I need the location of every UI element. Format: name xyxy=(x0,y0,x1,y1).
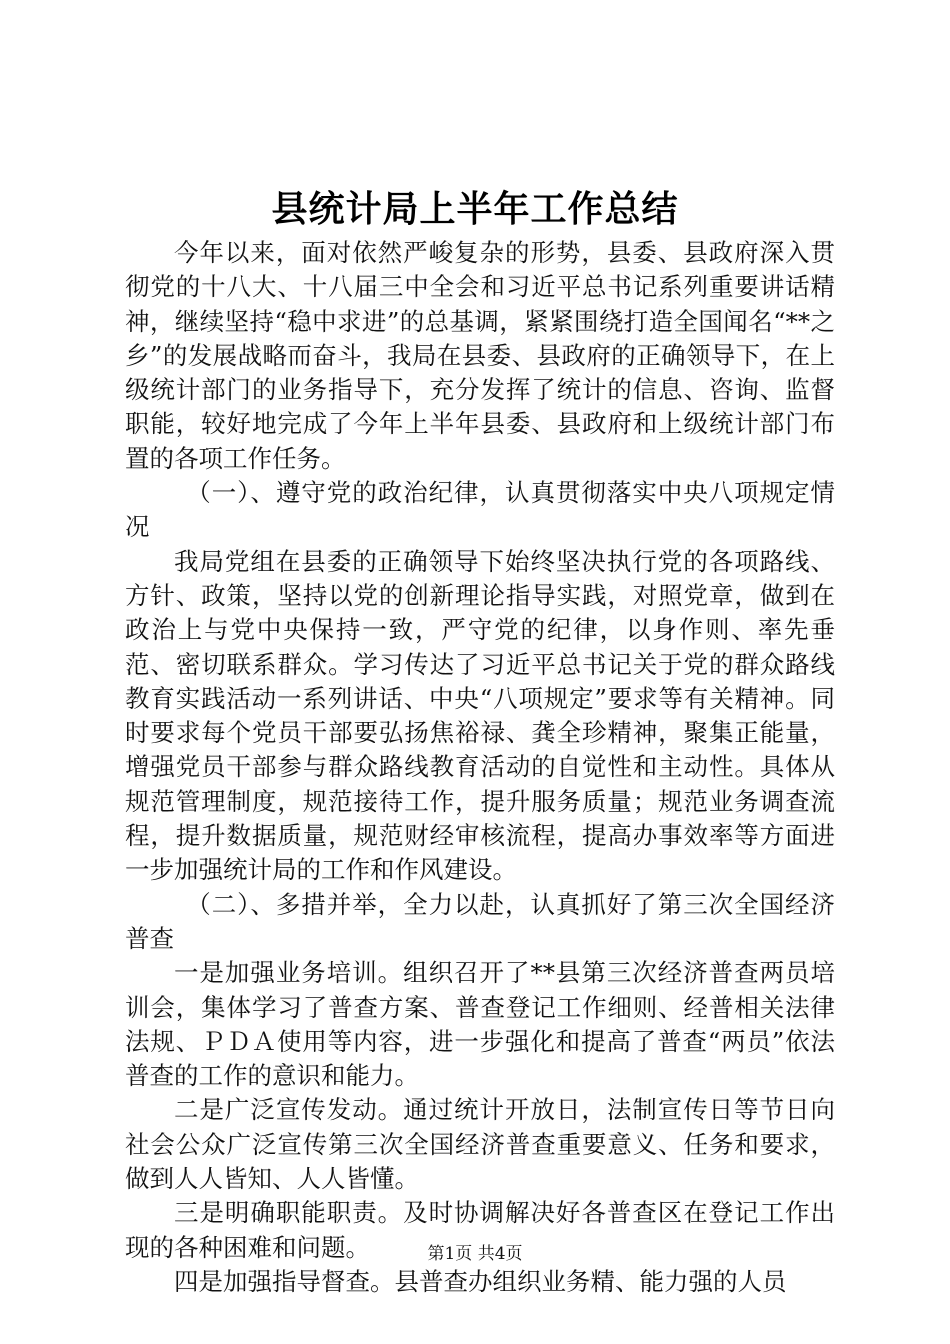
section-heading-1: （一）、遵守党的政治纪律，认真贯彻落实中央八项规定情况 xyxy=(125,478,835,542)
item-paragraph-3: 三是明确职能职责。及时协调解决好各普查区在登记工作出现的各种困难和问题。 xyxy=(125,1198,835,1262)
section-heading-2: （二）、多措并举，全力以赴，认真抓好了第三次全国经济普查 xyxy=(125,889,835,953)
document-body xyxy=(125,236,835,1299)
section-1-paragraph: 我局党组在县委的正确领导下始终坚决执行党的各项路线、方针、政策，坚持以党的创新理论指导实践，对照党章，做到在政治上与党中央保持一致，严守党的纪律，以身作则、率先垂范、密切联系群众。学习传达了习近平总书记关于党的群众路线教育实践活动一系列讲话、中央“八项规定”要求等有关精神。同时要求每个党员干部要弘扬焦裕禄、龚全珍精神，聚集正能量，增强党员干部参与群众路线教育活动的自觉性和主动性。具体从规范管理制度，规范接待工作，提升服务质量；规范业务调查流程，提升数据质量，规范财经审核流程，提高办事效率等方面进一步加强统计局的工作和作风建设。 xyxy=(125,546,835,885)
item-paragraph-2: 二是广泛宣传发动。通过统计开放日，法制宣传日等节日向社会公众广泛宣传第三次全国经济普查重要意义、任务和要求，做到人人皆知、人人皆懂。 xyxy=(125,1095,835,1194)
page-footer xyxy=(0,1242,950,1266)
intro-paragraph: 今年以来，面对依然严峻复杂的形势，县委、县政府深入贯彻党的十八大、十八届三中全会和习近平总书记系列重要讲话精神，继续坚持“稳中求进”的总基调，紧紧围绕打造全国闻名“**之乡”的发展战略而奋斗，我局在县委、县政府的正确领导下，在上级统计部门的业务指导下，充分发挥了统计的信息、咨询、监督职能，较好地完成了今年上半年县委、县政府和上级统计部门布置的各项工作任务。 xyxy=(125,238,835,473)
item-paragraph-4: 四是加强指导督查。县普查办组织业务精、能力强的人员 xyxy=(174,1266,787,1296)
item-paragraph-1: 一是加强业务培训。组织召开了**县第三次经济普查两员培训会，集体学习了普查方案、普查登记工作细则、经普相关法律法规、ＰＤＡ使用等内容，进一步强化和提高了普查“两员”依法普查的工作的意识和能力。 xyxy=(125,958,835,1091)
page-total: 共4页 xyxy=(477,1244,523,1264)
page-number: 第1页 xyxy=(427,1244,473,1264)
document-title: 县统计局上半年工作总结 xyxy=(271,188,679,230)
